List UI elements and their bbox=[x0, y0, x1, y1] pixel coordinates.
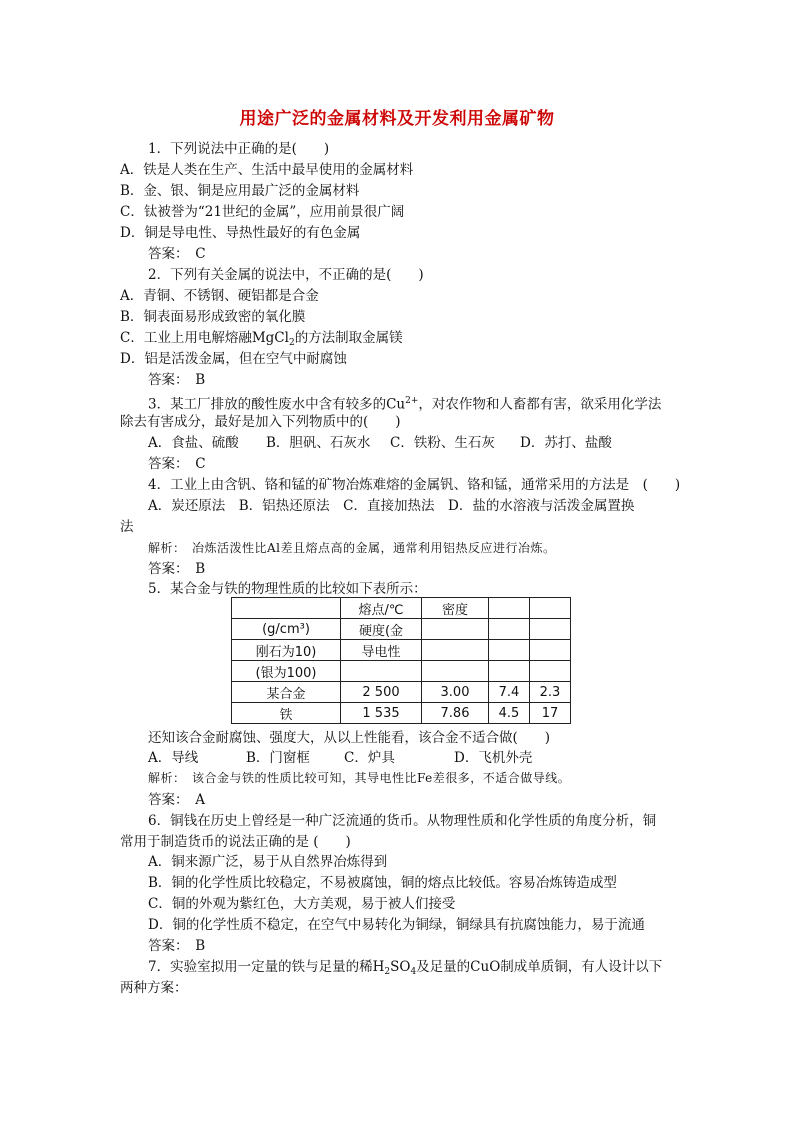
table-row: 铁 1 535 7.86 4.5 17 bbox=[232, 703, 571, 724]
table-row: (银为100) bbox=[232, 661, 571, 682]
q1-option-d: D．铜是导电性、导热性最好的有色金属 bbox=[120, 225, 361, 241]
q7-stem-line1: 7．实验室拟用一定量的铁与足量的稀$H_2SO_4$及足量的CuO制成单质铜，有人设计以下 bbox=[148, 959, 663, 977]
q2-option-d: D．铝是活泼金属，但在空气中耐腐蚀 bbox=[120, 351, 347, 367]
q3-answer: 答案： C bbox=[148, 456, 206, 472]
q3-options bbox=[148, 434, 612, 452]
q5-option-a: A．导线 bbox=[148, 750, 199, 766]
q3-option-c: C．铁粉、生石灰 bbox=[390, 435, 495, 451]
table-row: (g/cm³) 硬度(金 bbox=[232, 619, 571, 640]
q2-option-b: B．铜表面易形成致密的氧化膜 bbox=[120, 309, 306, 325]
q6-answer: 答案： B bbox=[148, 938, 206, 954]
q4-options: A．炭还原法 B．铝热还原法 C．直接加热法 D．盐的水溶液与活泼金属置换 bbox=[148, 498, 635, 514]
document-title: 用途广泛的金属材料及开发利用金属矿物 bbox=[239, 109, 555, 129]
q1-answer: 答案： C bbox=[148, 246, 206, 262]
table-row: 熔点/℃ 密度 bbox=[232, 598, 571, 619]
q2-option-a: A．青铜、不锈钢、硬铝都是合金 bbox=[120, 288, 319, 304]
q7-stem-line2: 两种方案： bbox=[120, 980, 188, 996]
q3-option-a: A．食盐、硫酸 bbox=[148, 435, 239, 451]
q4-options-wrap: 法 bbox=[120, 519, 134, 535]
q6-stem-line2: 常用于制造货币的说法正确的是 ( ) bbox=[120, 834, 351, 850]
q3-option-d: D．苏打、盐酸 bbox=[520, 435, 612, 451]
q4-analysis: 解析： 冶炼活泼性比Al差且熔点高的金属，通常利用铝热反应进行冶炼。 bbox=[148, 541, 556, 555]
table-row: 某合金 2 500 3.00 7.4 2.3 bbox=[232, 682, 571, 703]
q6-option-b: B．铜的化学性质比较稳定，不易被腐蚀，铜的熔点比较低。容易冶炼铸造成型 bbox=[148, 875, 617, 891]
q1-option-b: B．金、银、铜是应用最广泛的金属材料 bbox=[120, 183, 360, 199]
q5-follow: 还知该合金耐腐蚀、强度大，从以上性能看，该合金不适合做( ) bbox=[148, 730, 551, 746]
q6-stem-line1: 6．铜钱在历史上曾经是一种广泛流通的货币。从物理性质和化学性质的角度分析，铜 bbox=[148, 813, 657, 829]
q3-stem-line1: 3．某工厂排放的酸性废水中含有较多的$Cu^{2+}$，对农作物和人畜都有害，欲采用化学法 bbox=[148, 396, 662, 413]
q4-stem: 4．工业上由含钒、铬和锰的矿物冶炼难熔的金属钒、铬和锰，通常采用的方法是 ( ) bbox=[148, 477, 681, 493]
property-table bbox=[231, 597, 571, 724]
q3-stem-line2: 除去有害成分，最好是加入下列物质中的( ) bbox=[120, 414, 401, 430]
q2-stem: 2．下列有关金属的说法中，不正确的是( ) bbox=[148, 267, 424, 283]
q5-option-c: C．炉具 bbox=[344, 750, 395, 766]
q5-answer: 答案： A bbox=[148, 792, 205, 808]
q5-stem: 5．某合金与铁的物理性质的比较如下表所示： bbox=[148, 581, 427, 597]
q1-stem: 1．下列说法中正确的是( ) bbox=[148, 141, 330, 157]
q5-options bbox=[148, 749, 532, 767]
q2-option-c: C．工业上用电解熔融MgCl$_2$的方法制取金属镁 bbox=[120, 330, 403, 348]
q6-option-a: A．铜来源广泛，易于从自然界冶炼得到 bbox=[148, 854, 388, 870]
q5-analysis: 解析： 该合金与铁的性质比较可知，其导电性比Fe差很多，不适合做导线。 bbox=[148, 771, 571, 785]
q2-answer: 答案： B bbox=[148, 372, 206, 388]
q6-option-c: C．铜的外观为紫红色，大方美观，易于被人们接受 bbox=[148, 896, 456, 912]
table-row: 刚石为10) 导电性 bbox=[232, 640, 571, 661]
q6-option-d: D．铜的化学性质不稳定，在空气中易转化为铜绿，铜绿具有抗腐蚀能力，易于流通 bbox=[148, 917, 645, 933]
q5-option-b: B．门窗框 bbox=[246, 750, 310, 766]
q1-option-a: A．铁是人类在生产、生活中最早使用的金属材料 bbox=[120, 162, 414, 178]
q5-option-d: D．飞机外壳 bbox=[454, 750, 533, 766]
q3-option-b: B．胆矾、石灰水 bbox=[266, 435, 371, 451]
q1-option-c: C．钛被誉为“21世纪的金属”，应用前景很广阔 bbox=[120, 204, 405, 220]
q4-answer: 答案： B bbox=[148, 561, 206, 577]
